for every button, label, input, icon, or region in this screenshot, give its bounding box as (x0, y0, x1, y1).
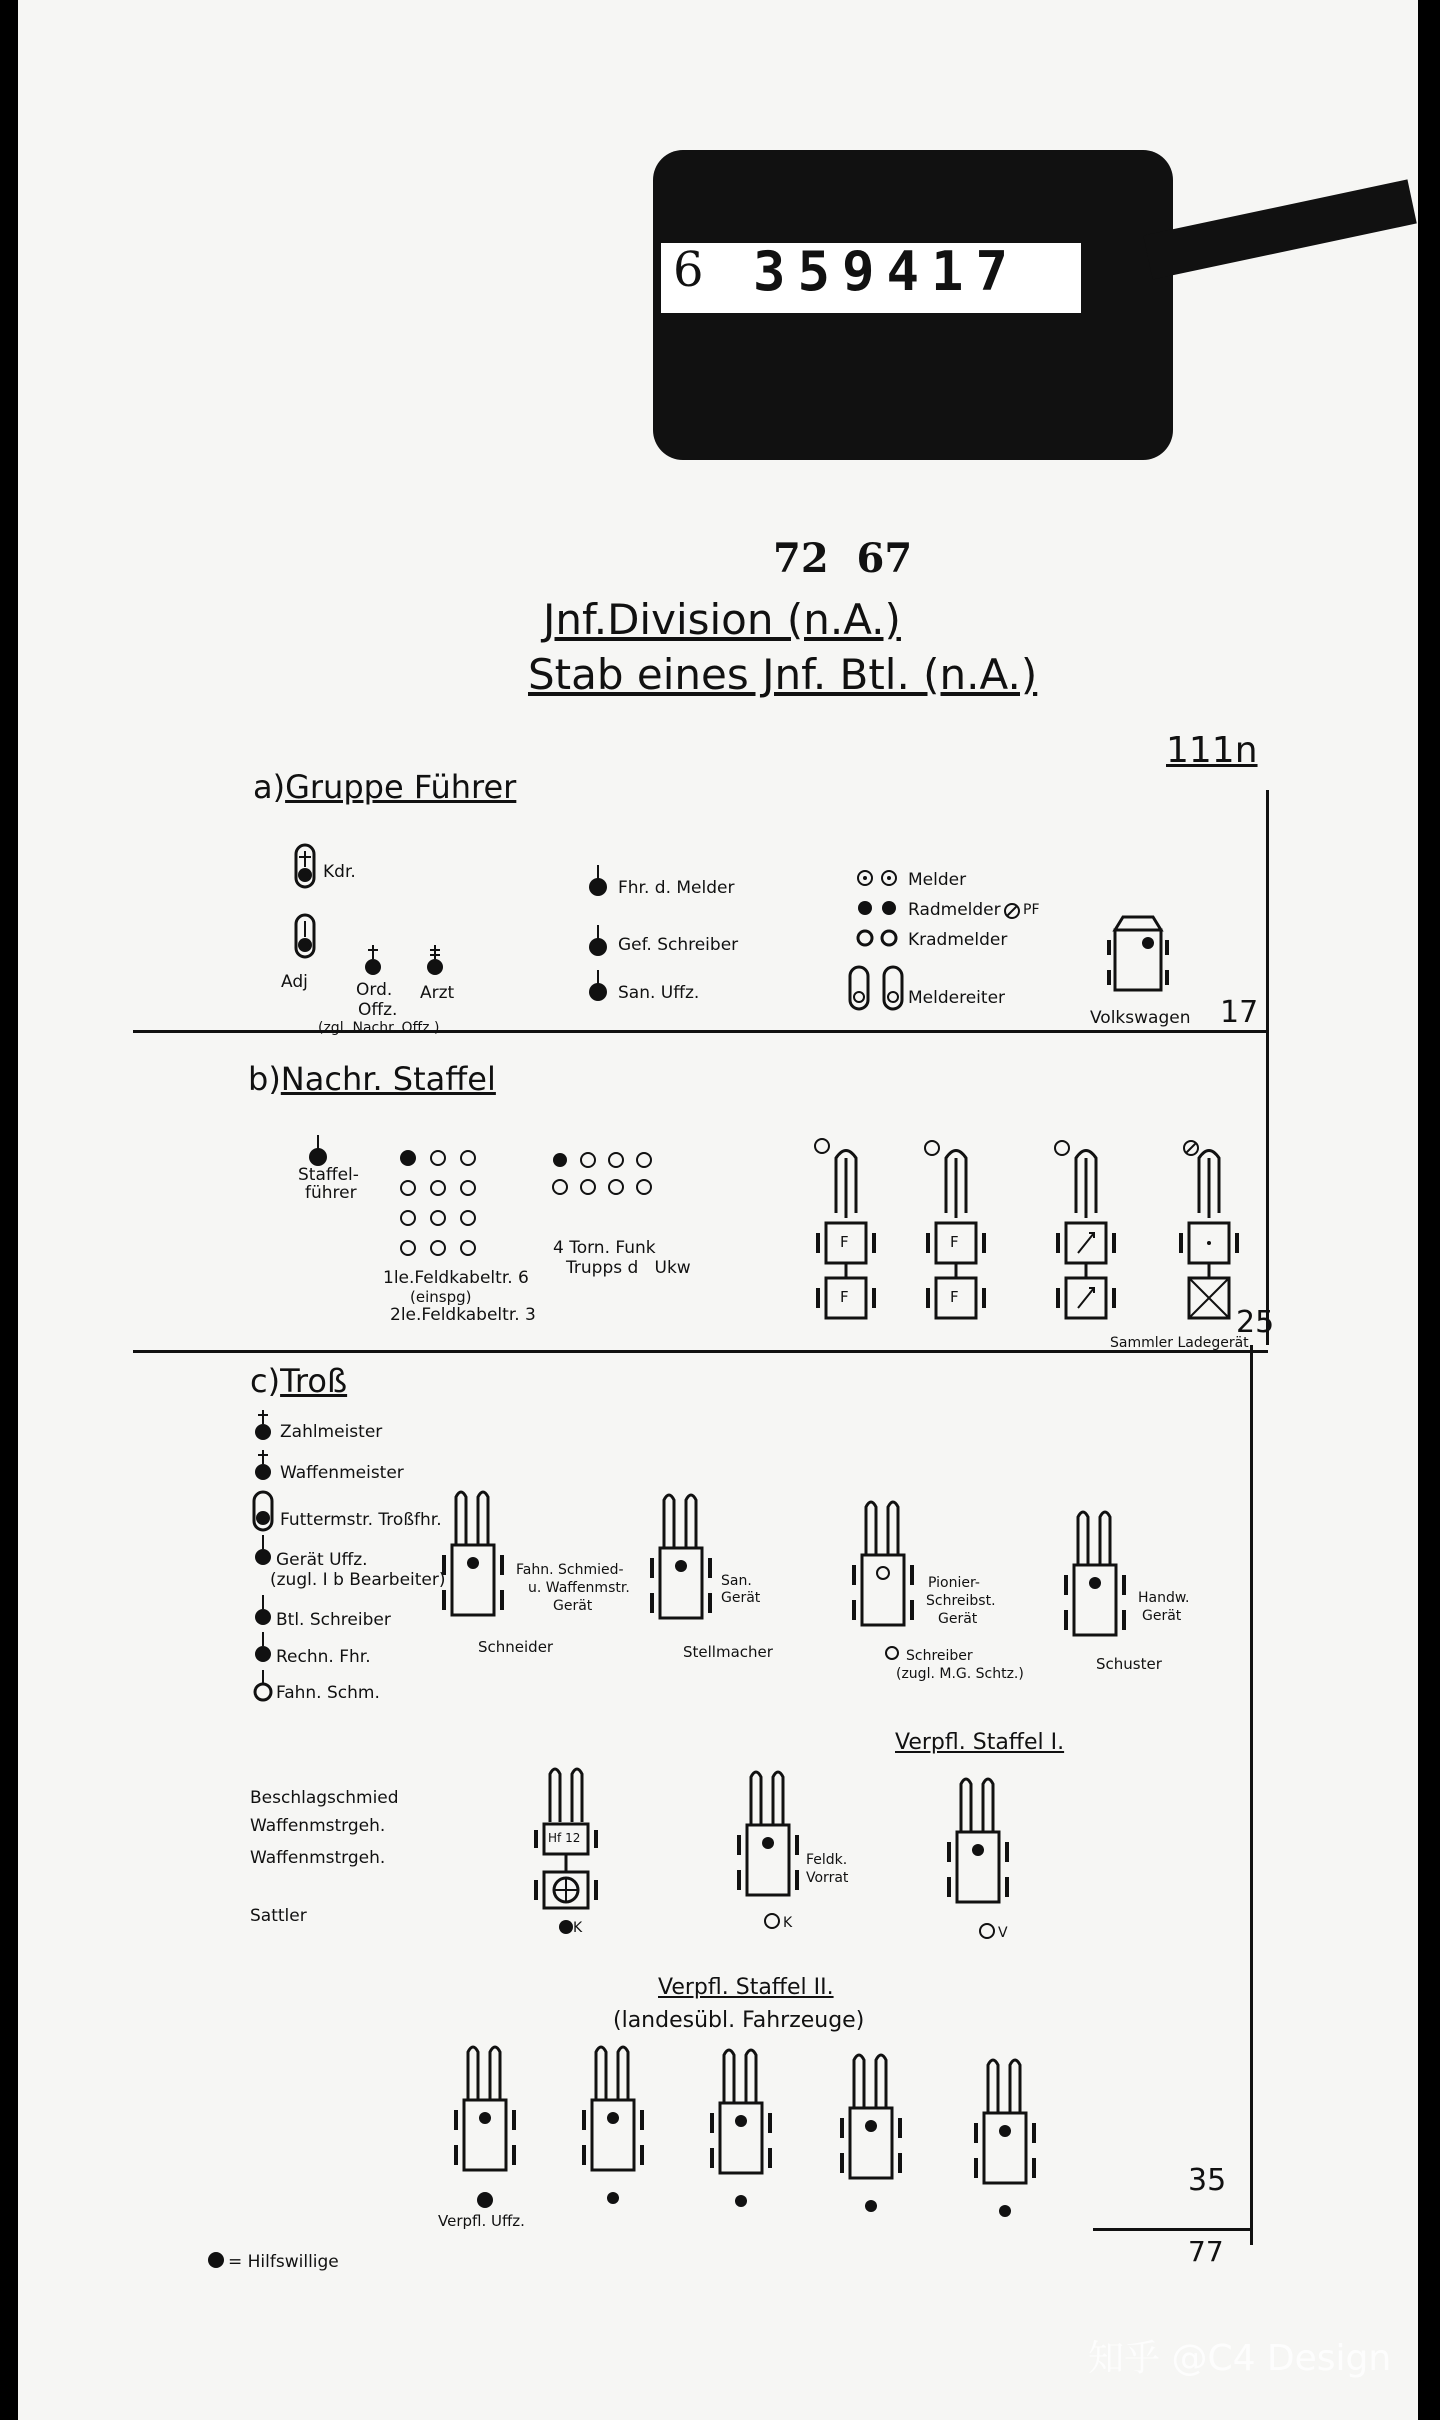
frame-right-lower (1250, 1345, 1253, 2245)
verpfl2-wagon-1-icon (450, 2040, 520, 2210)
section-a-heading: a)Gruppe Führer (253, 768, 517, 806)
page-numbers: 72 67 (773, 535, 913, 582)
sammler-wagon-icon (1171, 1138, 1246, 1328)
fhr-melder-icon (588, 865, 608, 897)
landesuebl-fahrzeuge: (landesübl. Fahrzeuge) (613, 2008, 865, 2033)
section-c-heading: c)Troß (250, 1362, 348, 1400)
tross-wagon-4-icon (1060, 1505, 1130, 1655)
tross-wagon-1-icon (438, 1485, 508, 1635)
document-page: 6 359417 72 67 Jnf.Division (n.A.) Stab eines Jnf. Btl. (n.A.) 111n a)Gruppe Führer Kdr. Adj Ord. Offz. (zgl. Nachr. Offz.) Arzt Fhr. d. Melder Gef. Schreiber San. Uffz. Melder Radmelder PF Kradmelder Meldereiter Volkswagen 17 b)Nachr. Staffel Staffel- führer 1le.Feldkabeltr. 6 (einspg) 2le.Feldkabeltr. 3 4 Torn. Funk Trupps d Ukw F F F F 25 Sammler Ladegerät c)Troß Zahlmeister Waffenmeister Futtermstr. Troßfhr. Gerät Uffz. (zugl. I b Bearbeiter) Btl. Schreiber Rechn. Fhr. Fahn. Schm. Fahn. Schmied- u. Waffenmstr. Gerät Schneider San. Gerät Stellmacher Pionier- Schreibst. Gerät Schreiber (zugl. M.G. Schtz.) Handw. Gerät Schuster Verpfl. Staffel I. Beschlagschmied Waffenmstrgeh. Waffenmstrgeh. Sattler Hf 12 K Feldk. Vorrat K V Verpfl. Staffel II. (landesübl. Fahrzeuge) Verpfl. Uffz. 35 = Hilfswillige 77 知乎 @C4 Design (18, 0, 1418, 2420)
verpfl2-wagon-5-icon (970, 2053, 1040, 2223)
tross-wagon-3-icon (848, 1495, 918, 1645)
tross-wagon-2-icon (646, 1488, 716, 1638)
zahlmeister-icon (253, 1410, 273, 1442)
nachr-wagon-3-icon (1048, 1138, 1123, 1328)
sheet-number: 111n (1166, 730, 1258, 771)
verpfl-wagon-feldk-icon (733, 1765, 803, 1915)
san-uffz-icon (588, 970, 608, 1002)
divider-footer (1093, 2228, 1253, 2231)
kdr-icon (290, 845, 320, 890)
volkswagen-icon (1103, 915, 1173, 1005)
section-a-count: 17 (1220, 995, 1259, 1030)
section-b-count: 25 (1236, 1305, 1275, 1340)
schreiber-icon (884, 1645, 900, 1661)
page-total: 77 (1188, 2235, 1224, 2268)
meldereiter-icons (848, 965, 908, 1015)
pf-icon (1003, 902, 1021, 920)
gerat-uffz-icon (253, 1535, 273, 1567)
section-c-count: 35 (1188, 2163, 1227, 2198)
verpfl-staffel-1-heading: Verpfl. Staffel I. (895, 1730, 1065, 1755)
staffelfuehrer-icon (308, 1135, 328, 1167)
gef-schreiber-icon (588, 925, 608, 957)
stamp-cable (1143, 179, 1416, 279)
arzt-icon (425, 945, 445, 975)
divider-bc (133, 1350, 1268, 1353)
verpfl-wagon-3-icon (943, 1772, 1013, 1922)
field-kitchen-icon (526, 1762, 606, 1942)
section-b-heading: b)Nachr. Staffel (248, 1060, 496, 1098)
ord-offz-icon (363, 945, 383, 975)
melder-icons (853, 868, 903, 958)
stamp-prefix: 6 (673, 242, 704, 298)
verpfl2-wagon-4-icon (836, 2048, 906, 2218)
futtermstr-icon (251, 1490, 275, 1532)
watermark: 知乎 @C4 Design (1088, 2338, 1392, 2379)
v-driver-icon (978, 1922, 996, 1940)
feldk-driver-icon (763, 1912, 781, 1930)
verpfl2-wagon-2-icon (578, 2040, 648, 2210)
funk-trupps-icons (548, 1145, 668, 1195)
verpfl-staffel-2-heading: Verpfl. Staffel II. (658, 1975, 834, 2000)
rechn-fhr-icon (253, 1632, 273, 1664)
legend-hilfswillige: = Hilfswillige (228, 2252, 339, 2272)
verpfl2-wagon-3-icon (706, 2043, 776, 2213)
fahn-schm-icon (253, 1670, 273, 1702)
hilfswillige-icon (206, 2250, 226, 2270)
feldkabel-grid-icons (398, 1140, 478, 1265)
waffenmeister-icon (253, 1450, 273, 1482)
stamp-number: 359417 (753, 240, 1021, 303)
title-line-1: Jnf.Division (n.A.) (543, 595, 901, 644)
title-line-2: Stab eines Jnf. Btl. (n.A.) (528, 650, 1038, 699)
divider-ab (133, 1030, 1268, 1033)
adj-icon (290, 915, 320, 960)
btl-schreiber-icon (253, 1595, 273, 1627)
frame-right (1266, 790, 1269, 1345)
